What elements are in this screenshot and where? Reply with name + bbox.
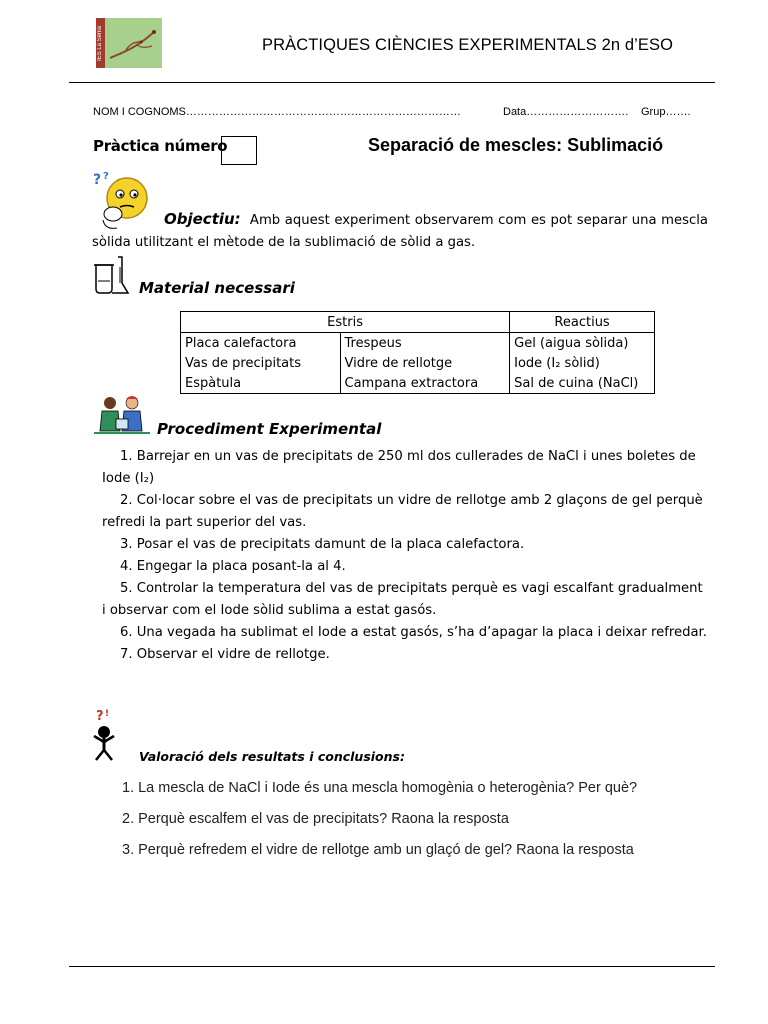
svg-text:?: ?	[93, 172, 102, 188]
header-rule	[69, 82, 715, 83]
header-title: PRÀCTIQUES CIÈNCIES EXPERIMENTALS 2n d’ESO	[262, 36, 674, 54]
table-cell: Sal de cuina (NaCl)	[510, 373, 655, 394]
list-item: 7. Observar el vidre de rellotge.	[120, 647, 330, 662]
table-cell: Campana extractora	[340, 373, 510, 394]
group-field[interactable]: Grup…….	[641, 106, 691, 118]
name-field[interactable]: NOM I COGNOMS…………………………………………………………………	[93, 106, 461, 118]
logo-branch-icon	[96, 18, 162, 68]
conclusions-heading: Valoració dels resultats i conclusions:	[139, 749, 405, 764]
list-item: 3. Posar el vas de precipitats damunt de la placa calefactora.	[120, 537, 525, 552]
list-item: 2. Col·locar sobre el vas de precipitats un vidre de rellotge amb 2 glaçons de gel perquè refredi la part superior del vas.	[102, 493, 703, 530]
footer-rule	[69, 966, 715, 967]
material-table	[180, 311, 655, 394]
conclusion-questions	[122, 780, 637, 873]
list-item: 1. La mescla de NaCl i Iode és una mescla homogènia o heterogènia? Per què?	[122, 780, 638, 796]
scientists-icon	[94, 393, 150, 437]
table-cell: Espàtula	[181, 373, 341, 394]
lab-glassware-icon	[92, 253, 132, 297]
school-logo	[96, 18, 162, 68]
objective-text: Amb aquest experiment observarem com es pot separar una mescla sòlida utilitzant el mètode de la sublimació de sòlid a gas.	[92, 213, 708, 250]
table-cell: Gel (aigua sòlida)	[510, 333, 655, 354]
table-cell: Placa calefactora	[181, 333, 341, 354]
table-cell: Iode (I₂ sòlid)	[510, 353, 655, 373]
objective-paragraph	[92, 208, 708, 254]
procedure-heading: Procediment Experimental	[157, 420, 382, 438]
table-cell: Trespeus	[340, 333, 510, 354]
list-item: 5. Controlar la temperatura del vas de precipitats perquè es vagi escalfant gradualment i observar com el Iode sòlid sublima a estat gasós.	[102, 581, 703, 618]
practica-number-box[interactable]	[221, 136, 257, 165]
list-item: 4. Engegar la placa posant-la al 4.	[120, 559, 346, 574]
list-item: 3. Perquè refredem el vidre de rellotge amb un glaçó de gel? Raona la resposta	[122, 842, 634, 858]
logo-text: IES La Sénia	[97, 25, 103, 61]
list-item: 2. Perquè escalfem el vas de precipitats? Raona la resposta	[122, 811, 509, 827]
svg-text:?: ?	[103, 171, 109, 182]
date-field[interactable]: Data……………………….	[503, 106, 629, 118]
practica-label: Pràctica número	[93, 137, 228, 155]
objective-label: Objectiu:	[164, 210, 241, 228]
table-cell: Vas de precipitats	[181, 353, 341, 373]
table-header-row	[181, 312, 655, 333]
list-item: 1. Barrejar en un vas de precipitats de 250 ml dos cullerades de NaCl i unes boletes de Iode (I₂)	[102, 449, 696, 486]
confused-figure-icon	[90, 706, 130, 764]
column-header-reactius: Reactius	[510, 312, 655, 333]
list-item: 6. Una vegada ha sublimat el Iode a estat gasós, s’ha d’apagar la placa i deixar refredar.	[120, 625, 707, 640]
procedure-steps	[102, 446, 710, 666]
table-row	[181, 353, 655, 373]
column-header-estris: Estris	[181, 312, 510, 333]
svg-text:!: !	[105, 709, 110, 719]
table-row	[181, 373, 655, 394]
table-cell: Vidre de rellotge	[340, 353, 510, 373]
material-heading: Material necessari	[139, 279, 295, 297]
page-title: Separació de mescles: Sublimació	[368, 135, 664, 155]
table-row	[181, 333, 655, 354]
svg-text:?: ?	[96, 709, 104, 724]
